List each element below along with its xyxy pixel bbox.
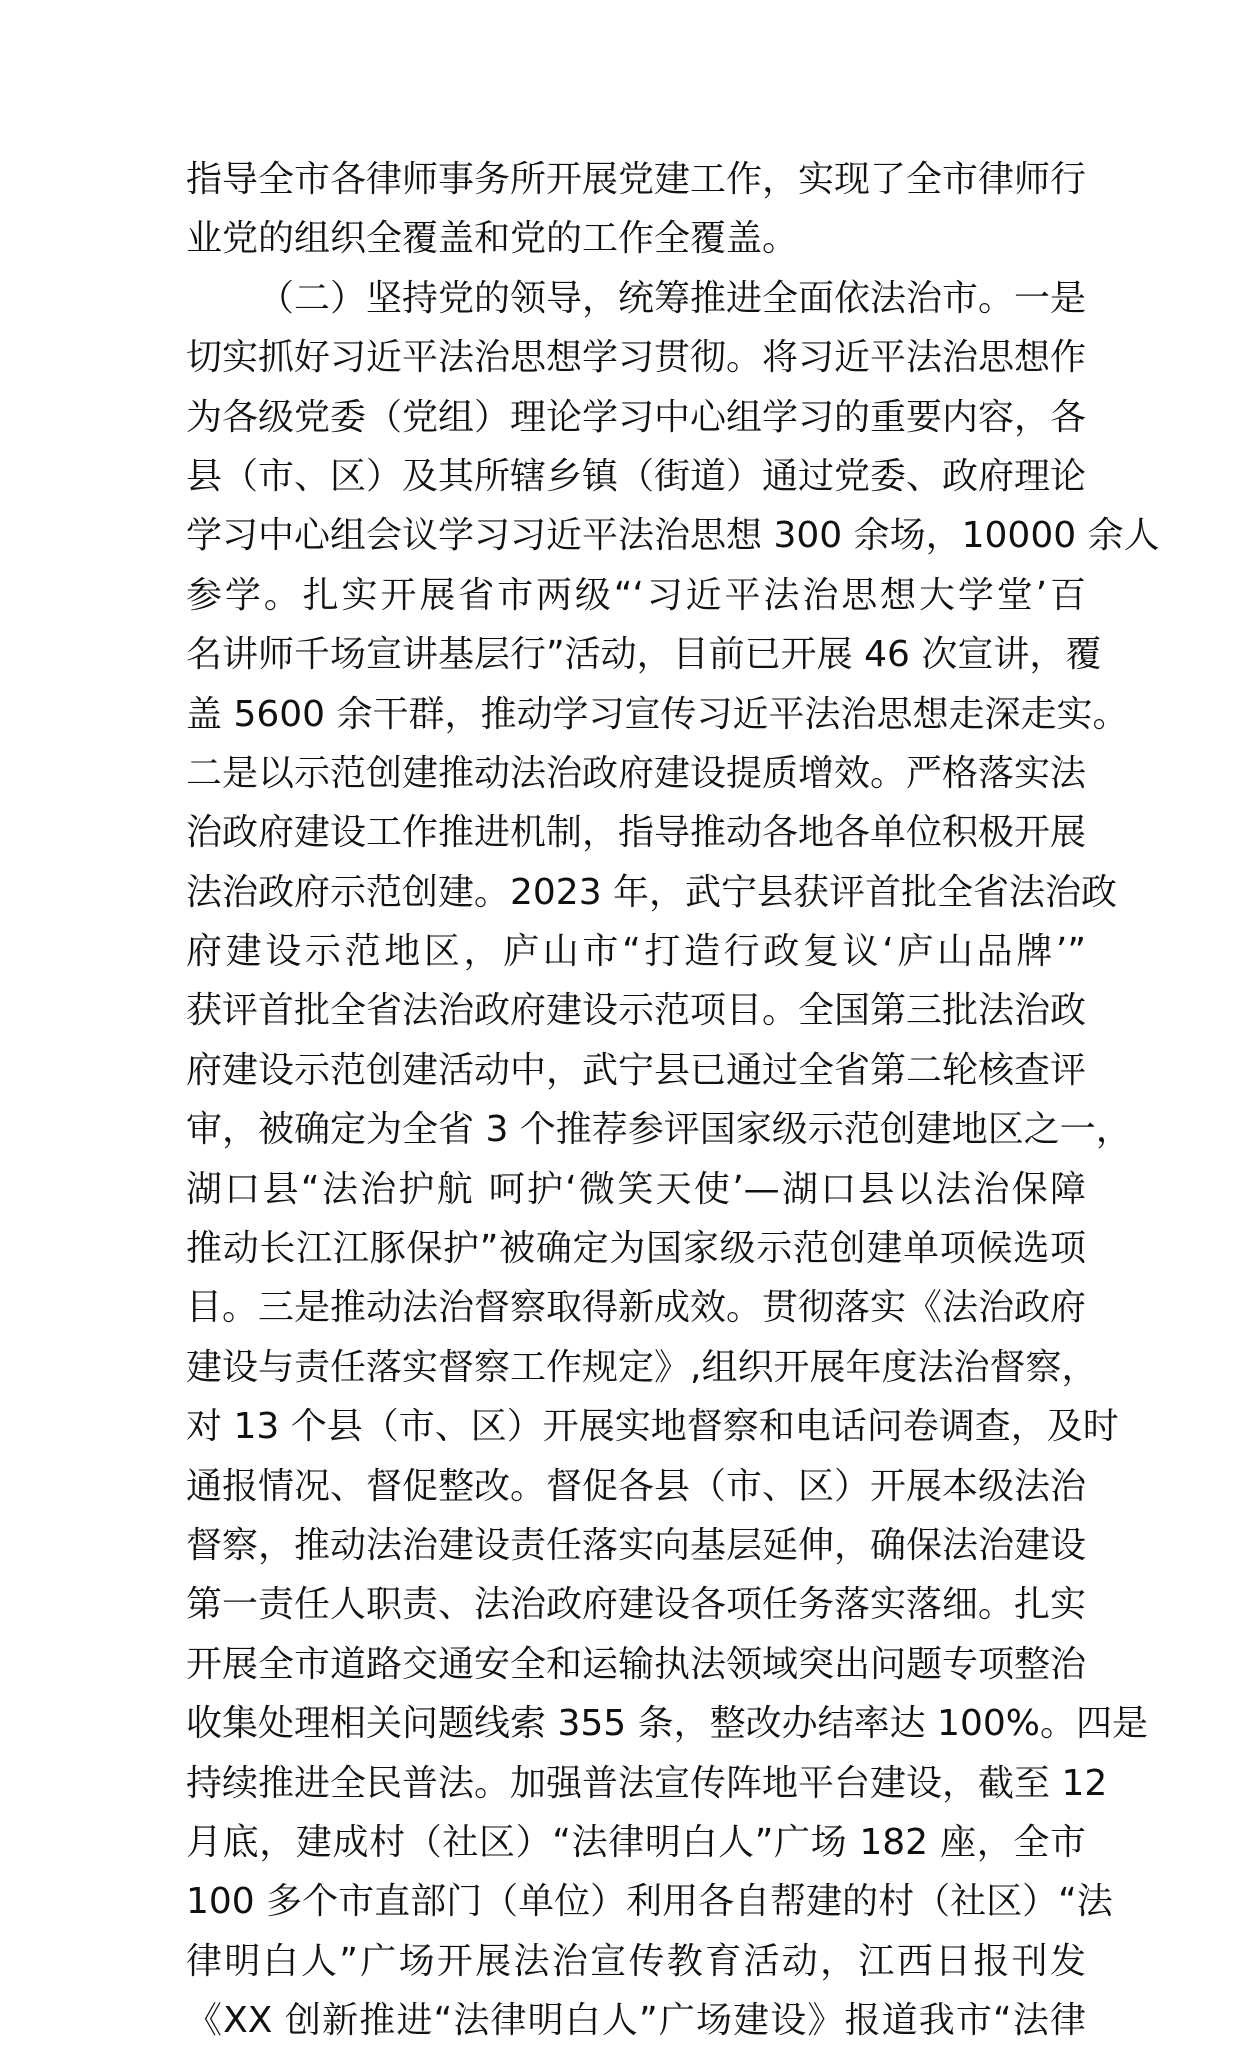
text-line: 督察，推动法治建设责任落实向基层延伸，确保法治建设 (186, 1524, 1087, 1566)
text-line: 对 13 个县（市、区）开展实地督察和电话问卷调查，及时 (186, 1406, 1119, 1448)
text-line: 收集处理相关问题线索 355 条，整改办结率达 100%。四是 (186, 1703, 1148, 1745)
text-line: 获评首批全省法治政府建设示范项目。全国第三批法治政 (186, 990, 1087, 1032)
text-line: 第一责任人职责、法治政府建设各项任务落实落细。扎实 (186, 1584, 1087, 1626)
text-line: 府建设示范地区，庐山市“打造行政复议‘庐山品牌’” (186, 931, 1086, 973)
text-line: 通报情况、督促整改。督促各县（市、区）开展本级法治 (186, 1465, 1087, 1507)
text-line: 审，被确定为全省 3 个推荐参评国家级示范创建地区之一， (186, 1109, 1132, 1151)
section-heading-line: （二）坚持党的领导，统筹推进全面依法治市。一是 (258, 277, 1087, 319)
text-line: 开展全市道路交通安全和运输执法领域突出问题专项整治 (186, 1643, 1087, 1685)
text-line: 二是以示范创建推动法治政府建设提质增效。严格落实法 (186, 752, 1087, 794)
text-line: 业党的组织全覆盖和党的工作全覆盖。 (186, 218, 799, 260)
text-line: 月底，建成村（社区）“法律明白人”广场 182 座，全市 (186, 1821, 1086, 1863)
text-line: 参学。扎实开展省市两级“‘习近平法治思想大学堂’百 (186, 574, 1086, 616)
text-line: 推动长江江豚保护”被确定为国家级示范创建单项候选项 (186, 1228, 1086, 1270)
text-line: 建设与责任落实督察工作规定》,组织开展年度法治督察， (186, 1346, 1098, 1388)
text-line: 治政府建设工作推进机制，指导推动各地各单位积极开展 (186, 812, 1087, 854)
text-line: 持续推进全民普法。加强普法宣传阵地平台建设，截至 12 (186, 1762, 1108, 1804)
text-line: 法治政府示范创建。2023 年，武宁县获评首批全省法治政 (186, 871, 1118, 913)
text-line: 名讲师千场宣讲基层行”活动，目前已开展 46 次宣讲，覆 (186, 634, 1102, 676)
text-line: 湖口县“法治护航 呵护‘微笑天使’—湖口县以法治保障 (186, 1168, 1086, 1210)
text-line: 目。三是推动法治督察取得新成效。贯彻落实《法治政府 (186, 1287, 1087, 1329)
text-line: 指导全市各律师事务所开展党建工作，实现了全市律师行 (186, 159, 1087, 200)
text-line: 为各级党委（党组）理论学习中心组学习的重要内容，各 (186, 396, 1087, 438)
text-line: 《XX 创新推进“法律明白人”广场建设》报道我市“法律 (186, 2000, 1086, 2042)
text-line: 律明白人”广场开展法治宣传教育活动，江西日报刊发 (186, 1940, 1086, 1982)
text-line: 切实抓好习近平法治思想学习贯彻。将习近平法治思想作 (186, 337, 1087, 379)
text-line: 县（市、区）及其所辖乡镇（街道）通过党委、政府理论 (186, 455, 1087, 497)
text-line: 府建设示范创建活动中，武宁县已通过全省第二轮核查评 (186, 1049, 1087, 1091)
body-text (186, 150, 1160, 2051)
text-line: 盖 5600 余干群，推动学习宣传习近平法治思想走深走实。 (186, 693, 1129, 735)
text-line: 学习中心组会议学习习近平法治思想 300 余场，10000 余人 (186, 515, 1160, 557)
text-line: 100 多个市直部门（单位）利用各自帮建的村（社区）“法 (186, 1881, 1113, 1923)
